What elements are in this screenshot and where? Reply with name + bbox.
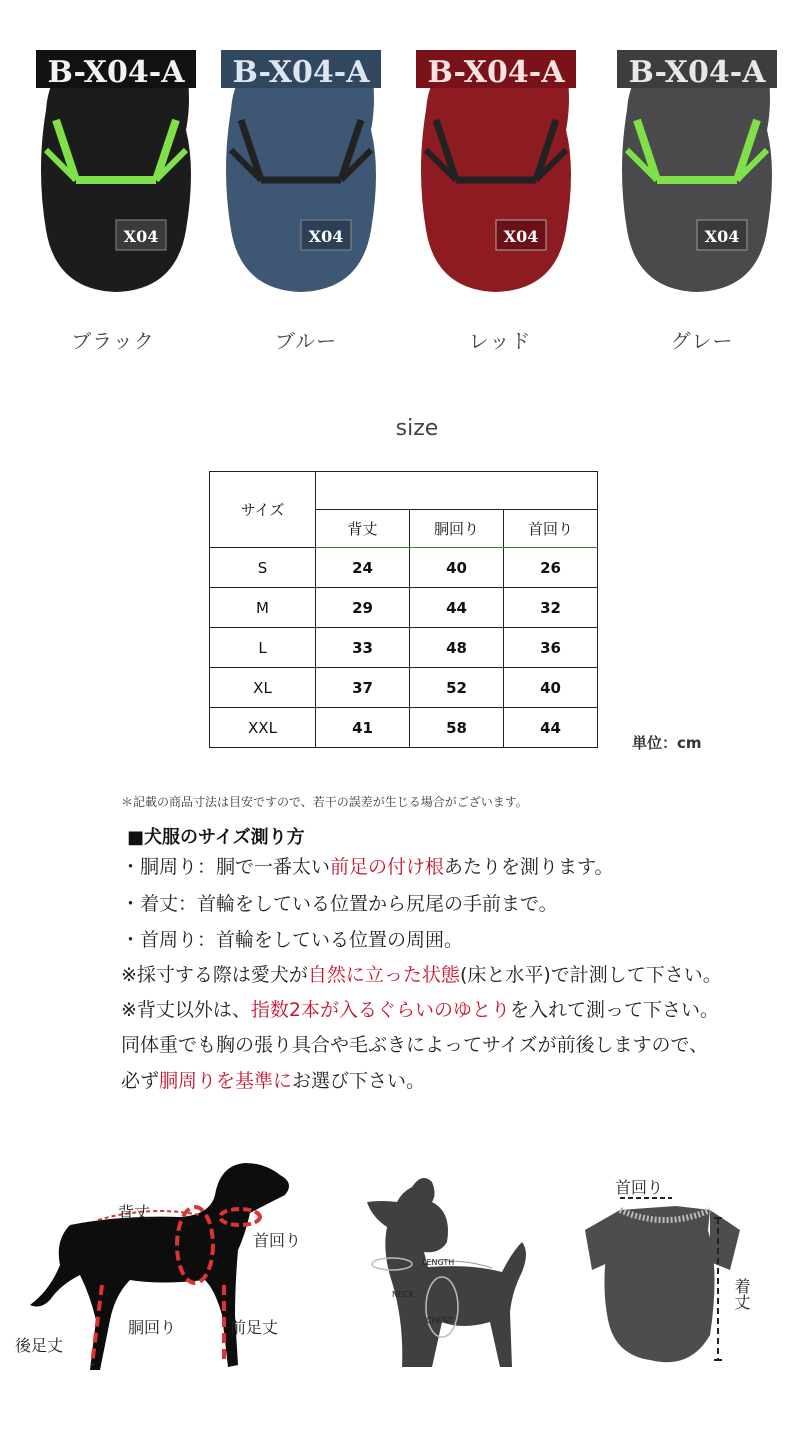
color-label-red: レッド — [468, 329, 532, 353]
sketch-label-neck: NECK — [392, 1290, 414, 1299]
size-cell: M — [210, 588, 316, 628]
color-label-black: ブラック — [71, 329, 155, 353]
table-row — [210, 708, 598, 748]
guide-highlight: 胴周りを基準に — [159, 1070, 293, 1092]
sketch-label-length: LENGTH — [422, 1258, 455, 1267]
value-cell: 36 — [504, 628, 598, 668]
product-image-red — [416, 40, 576, 300]
guide-text: 必ず — [121, 1070, 160, 1092]
size-cell: XXL — [210, 708, 316, 748]
guide-line-neck: ・首周り：首輪をしている位置の周囲。 — [121, 929, 464, 951]
guide-text: (床と水平)で計測して下さい。 — [459, 964, 722, 986]
guide-text: を入れて測って下さい。 — [510, 999, 720, 1021]
jacket-print-text: B-X04-A — [232, 55, 370, 90]
value-cell: 41 — [316, 708, 410, 748]
product-image-blue — [221, 40, 381, 300]
guide-text: ※背丈以外は、 — [121, 999, 251, 1021]
color-label-gray: グレー — [670, 329, 734, 353]
jacket-patch-text: X04 — [123, 227, 159, 246]
guide-title: ■犬服のサイズ測り方 — [127, 827, 305, 848]
guide-line-length: ・着丈：首輪をしている位置から尻尾の手前まで。 — [121, 893, 558, 915]
label-hind-leg: 後足丈 — [15, 1336, 64, 1355]
value-cell: 44 — [504, 708, 598, 748]
guide-highlight: 指数2本が入るぐらいのゆとり — [250, 999, 511, 1021]
jacket-patch-text: X04 — [704, 227, 740, 246]
value-cell: 32 — [504, 588, 598, 628]
shirt-label-length: 着丈 — [732, 1278, 751, 1310]
size-cell: L — [210, 628, 316, 668]
guide-text: ※採寸する際は愛犬が — [121, 964, 308, 986]
color-label-blue: ブルー — [274, 329, 338, 353]
dog-measure-diagram — [10, 1155, 330, 1385]
table-row — [210, 588, 598, 628]
value-cell: 52 — [410, 668, 504, 708]
guide-text: あたりを測ります。 — [444, 856, 614, 878]
sketch-measure-diagram — [362, 1172, 532, 1377]
guide-text: お選び下さい。 — [292, 1070, 426, 1092]
product-image-black — [36, 40, 196, 300]
label-chest: 胴回り — [128, 1318, 177, 1337]
value-cell: 48 — [410, 628, 504, 668]
size-table — [209, 471, 598, 748]
product-image-gray — [617, 40, 777, 300]
shirt-measure-diagram — [580, 1170, 780, 1380]
guide-highlight: 自然に立った状態 — [307, 964, 460, 986]
label-front-leg: 前足丈 — [230, 1318, 279, 1337]
value-cell: 40 — [504, 668, 598, 708]
table-row — [210, 668, 598, 708]
shirt-label-neck: 首回り — [615, 1178, 664, 1197]
guide-line-stand — [121, 960, 722, 987]
value-cell: 37 — [316, 668, 410, 708]
value-cell: 24 — [316, 548, 410, 588]
guide-highlight: 前足の付け根 — [330, 856, 445, 878]
disclaimer-text: ＊記載の商品寸法は目安ですので、若干の誤差が生じる場合がございます。 — [121, 795, 528, 809]
table-row — [210, 628, 598, 668]
value-cell: 58 — [410, 708, 504, 748]
size-cell: S — [210, 548, 316, 588]
value-cell: 40 — [410, 548, 504, 588]
value-cell: 26 — [504, 548, 598, 588]
header-chest: 胴回り — [410, 510, 504, 548]
jacket-print-text: B-X04-A — [427, 55, 565, 90]
header-back-length: 背丈 — [316, 510, 410, 548]
jacket-patch-text: X04 — [503, 227, 539, 246]
jacket-patch-text: X04 — [308, 227, 344, 246]
unit-label: 単位：cm — [632, 734, 702, 752]
header-blank — [316, 472, 598, 510]
jacket-print-text: B-X04-A — [47, 55, 185, 90]
label-neck: 首回り — [253, 1231, 302, 1250]
sketch-label-chest: CHEST — [426, 1316, 453, 1325]
size-title: size — [395, 416, 439, 441]
header-size: サイズ — [210, 472, 316, 548]
header-neck: 首回り — [504, 510, 598, 548]
label-back-length: 背丈 — [118, 1203, 151, 1222]
value-cell: 44 — [410, 588, 504, 628]
table-row — [210, 548, 598, 588]
value-cell: 33 — [316, 628, 410, 668]
value-cell: 29 — [316, 588, 410, 628]
guide-line-chest — [121, 852, 614, 879]
guide-line-base — [121, 1066, 425, 1093]
guide-line-room — [121, 995, 719, 1022]
size-cell: XL — [210, 668, 316, 708]
guide-text: ・胴周り：胴で一番太い — [121, 856, 331, 878]
jacket-print-text: B-X04-A — [628, 55, 766, 90]
guide-line-weight: 同体重でも胸の張り具合や毛ぶきによってサイズが前後しますので、 — [121, 1034, 709, 1056]
